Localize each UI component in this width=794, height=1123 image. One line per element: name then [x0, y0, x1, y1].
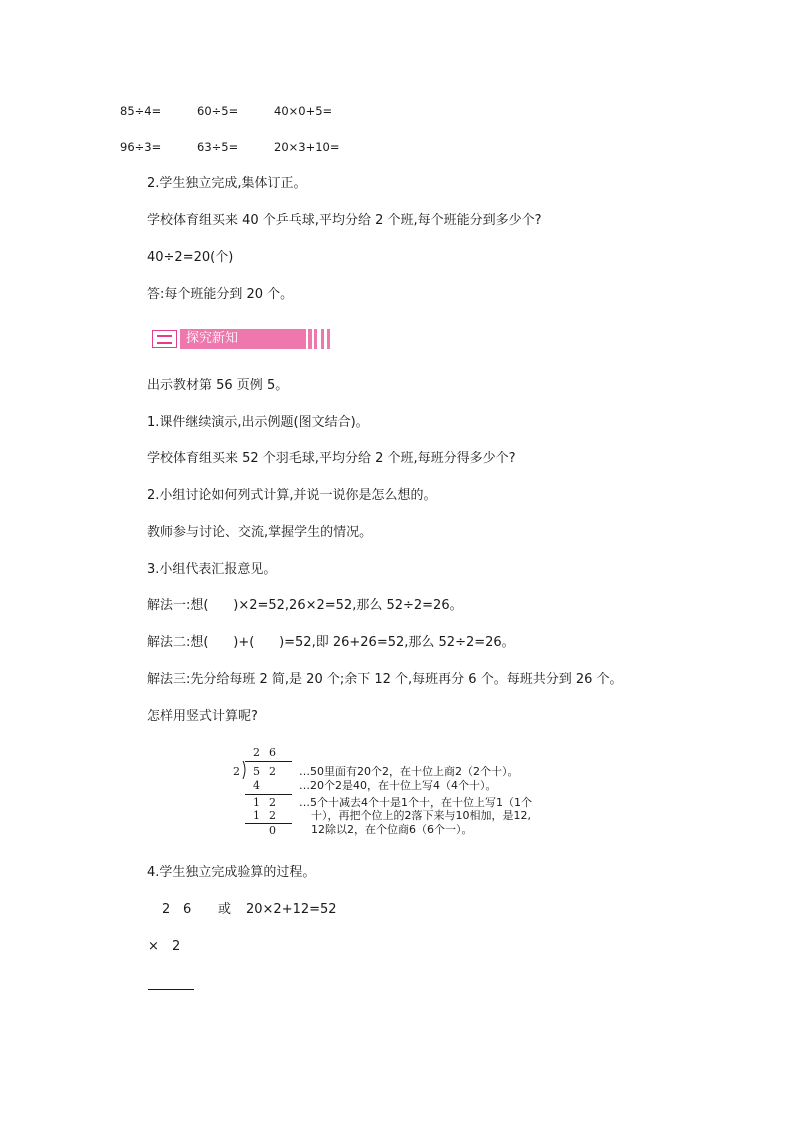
- step-40: 4: [253, 779, 260, 792]
- step-4-text: 4.学生独立完成验算的过程。: [147, 865, 316, 880]
- check-underline: [148, 989, 194, 990]
- exercise-3: 40×0+5=: [274, 104, 333, 118]
- remainder-ones: 2: [269, 796, 276, 809]
- step-1-text: 1.课件继续演示,出示例题(图文结合)。: [147, 415, 369, 430]
- final-remainder: 0: [269, 824, 276, 837]
- check-digit-tens: 2: [162, 902, 171, 917]
- step-2-text: 2.学生独立完成,集体订正。: [147, 176, 307, 191]
- step-3-text: 3.小组代表汇报意见。: [147, 562, 277, 577]
- method-1-text: 解法一:想( )×2=52,26×2=52,那么 52÷2=26。: [147, 598, 463, 613]
- times-digit: 2: [172, 939, 181, 954]
- division-bracket: [242, 760, 248, 780]
- problem-2-text: 学校体育组买来 52 个羽毛球,平均分给 2 个班,每班分得多少个?: [147, 451, 516, 466]
- exercise-4: 96÷3=: [120, 140, 162, 154]
- sub-12-ones: 2: [269, 809, 276, 822]
- intro-text: 出示教材第 56 页例 5。: [147, 378, 289, 393]
- section-title: 探究新知: [186, 331, 239, 346]
- times-sign: ×: [148, 939, 159, 954]
- dividend-ones: 2: [269, 765, 276, 778]
- quotient-tens: 2: [253, 746, 260, 759]
- sub-12-tens: 1: [253, 809, 260, 822]
- quotient-ones: 6: [269, 746, 276, 759]
- remainder-tens: 1: [253, 796, 260, 809]
- subtraction-line-1: [245, 794, 292, 795]
- equation-text: 40÷2=20(个): [147, 250, 234, 265]
- divisor: 2: [233, 765, 240, 778]
- dividend-tens: 5: [253, 765, 260, 778]
- note-2: …20个2是40，在十位上写4（4个十）。: [299, 779, 497, 792]
- exercise-6: 20×3+10=: [274, 140, 340, 154]
- section-banner: [149, 329, 333, 349]
- note-1: …50里面有20个2，在十位上商2（2个十）。: [299, 765, 519, 778]
- note-3: …5个十减去4个十是1个十，在十位上写1（1个: [299, 796, 532, 809]
- problem-text: 学校体育组买来 40 个乒乓球,平均分给 2 个班,每个班能分到多少个?: [147, 213, 542, 228]
- or-word: 或: [218, 902, 232, 917]
- method-2-text: 解法二:想( )+( )=52,即 26+26=52,那么 52÷2=26。: [147, 635, 515, 650]
- teacher-text: 教师参与讨论、交流,掌握学生的情况。: [147, 525, 373, 540]
- note-5: 12除以2，在个位商6（6个一）。: [311, 823, 473, 836]
- note-4: 十），再把个位上的2落下来与10相加，是12,: [311, 809, 531, 822]
- exercise-1: 85÷4=: [120, 104, 162, 118]
- section-title-bar: [180, 329, 306, 349]
- question-text: 怎样用竖式计算呢?: [147, 709, 258, 724]
- check-equation: 20×2+12=52: [246, 902, 337, 917]
- quotient-line: [245, 761, 292, 762]
- exercise-5: 63÷5=: [197, 140, 239, 154]
- step-2b-text: 2.小组讨论如何列式计算,并说一说你是怎么想的。: [147, 488, 437, 503]
- exercise-2: 60÷5=: [197, 104, 239, 118]
- answer-text: 答:每个班能分到 20 个。: [147, 287, 294, 302]
- method-3-text: 解法三:先分给每班 2 简,是 20 个;余下 12 个,每班再分 6 个。每班共分到 26 个。: [147, 672, 623, 687]
- section-number-box: [152, 330, 177, 348]
- check-digit-ones: 6: [183, 902, 192, 917]
